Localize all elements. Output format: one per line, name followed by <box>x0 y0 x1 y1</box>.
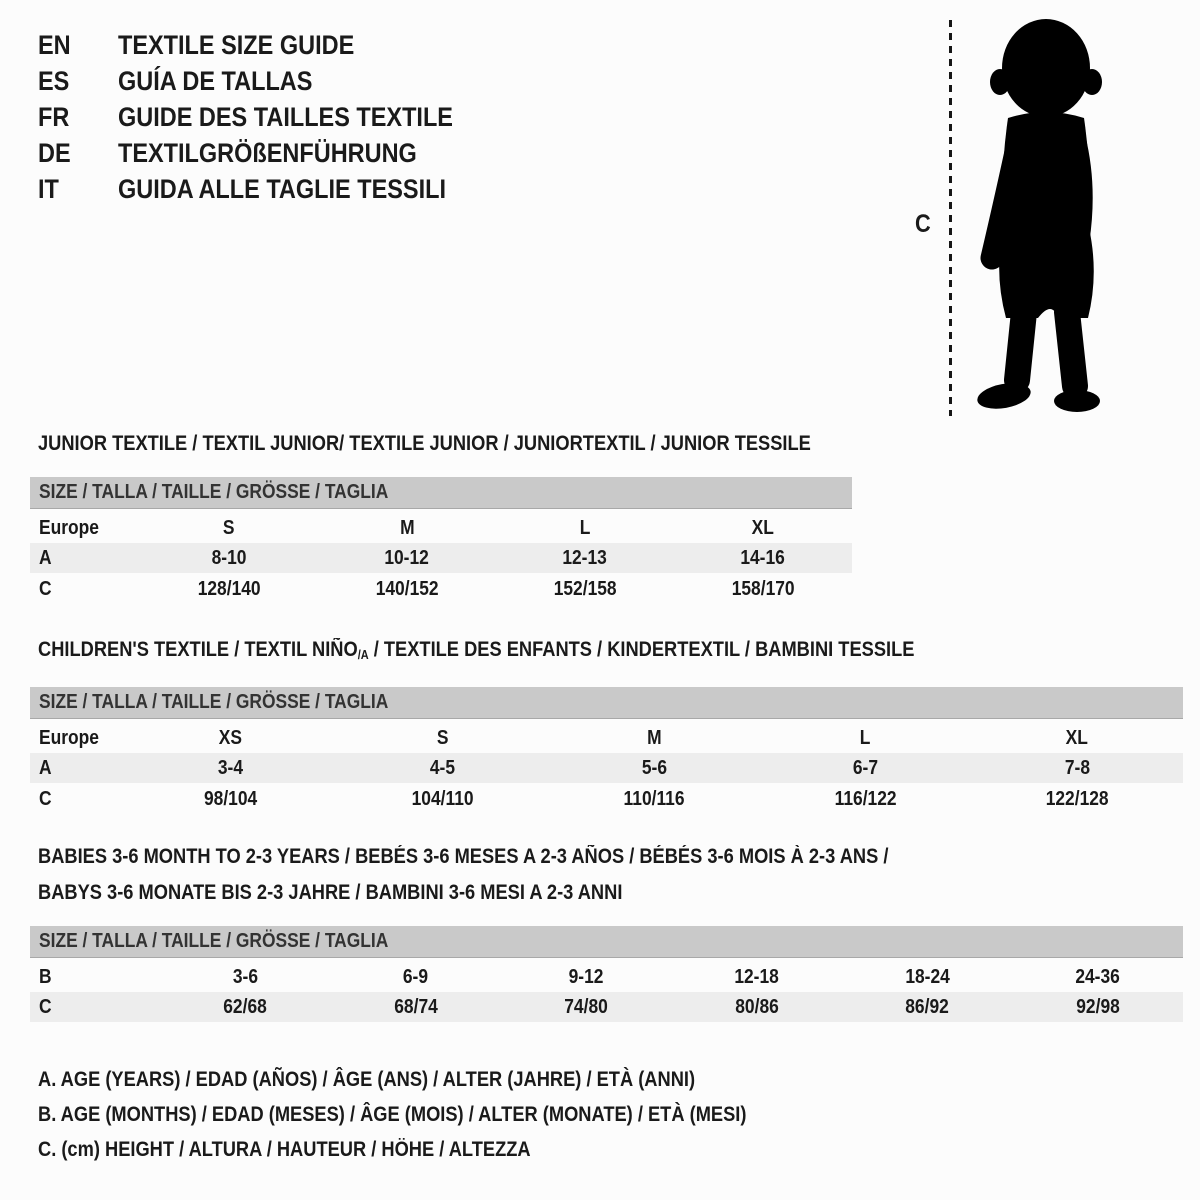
cell-text: 80/86 <box>734 995 779 1018</box>
legend-age-years-text: A. AGE (YEARS) / EDAD (AÑOS) / ÂGE (ANS) / ALTER (JAHRE) / ETÀ (ANNI) <box>38 1068 696 1091</box>
table-cell <box>842 996 1013 1019</box>
table-row-height-cm <box>30 573 852 605</box>
table-cell <box>125 727 337 750</box>
legend-age-years <box>38 1068 793 1092</box>
babies-table <box>30 926 1183 1022</box>
section-title-junior-text: JUNIOR TEXTILE / TEXTIL JUNIOR/ TEXTILE JUNIOR / JUNIORTEXTIL / JUNIOR TESSILE <box>38 432 811 455</box>
table-cell <box>337 727 549 750</box>
table-cell <box>760 727 972 750</box>
cell-text: 68/74 <box>393 995 438 1018</box>
cell-text: XL <box>751 516 775 539</box>
cell-text: 98/104 <box>204 787 258 810</box>
cell-text: 3-4 <box>218 756 244 779</box>
cell-text: 158/170 <box>731 577 795 600</box>
language-code-text: EN <box>38 29 71 60</box>
table-cell <box>318 517 496 540</box>
language-row-de <box>38 135 503 171</box>
cell-text: 18-24 <box>904 965 950 988</box>
table-row-height-cm <box>30 992 1183 1022</box>
row-label <box>30 996 160 1019</box>
table-cell <box>331 996 502 1019</box>
table-cell <box>337 757 549 780</box>
language-row-en <box>38 27 503 63</box>
language-code <box>38 138 118 169</box>
row-label-text: Europe <box>39 726 99 749</box>
row-label <box>30 578 140 601</box>
cell-text: 74/80 <box>564 995 609 1018</box>
cell-text: M <box>646 726 662 749</box>
table-cell <box>672 966 843 989</box>
size-bar-babies-text: SIZE / TALLA / TAILLE / GRÖSSE / TAGLIA <box>39 930 389 952</box>
cell-text: 14-16 <box>740 546 786 569</box>
language-row-it <box>38 171 503 207</box>
table-cell <box>318 547 496 570</box>
cell-text: L <box>860 726 871 749</box>
cell-text: 6-9 <box>403 965 429 988</box>
table-cell <box>672 996 843 1019</box>
table-row-height-cm <box>30 783 1183 815</box>
row-label-text: C <box>39 995 52 1018</box>
size-bar-junior <box>30 477 852 509</box>
language-row-fr <box>38 99 503 135</box>
legend-age-months <box>38 1103 852 1127</box>
size-bar-children <box>30 687 1183 719</box>
section-title-babies-line2 <box>38 881 710 905</box>
table-cell <box>160 996 331 1019</box>
language-title-list <box>38 27 503 207</box>
cell-text: 8-10 <box>211 546 247 569</box>
table-cell <box>674 578 852 601</box>
size-bar-children-text: SIZE / TALLA / TAILLE / GRÖSSE / TAGLIA <box>39 691 389 713</box>
language-code <box>38 174 118 205</box>
table-cell <box>548 757 760 780</box>
legend-height-cm <box>38 1138 604 1162</box>
table-cell <box>1013 966 1184 989</box>
language-code-text: ES <box>38 65 70 96</box>
measure-c-label-wrap <box>915 210 933 239</box>
cell-text: 24-36 <box>1075 965 1121 988</box>
table-cell <box>760 757 972 780</box>
row-label <box>30 788 125 811</box>
language-title-text: TEXTILGRÖßENFÜHRUNG <box>118 137 417 168</box>
cell-text: XL <box>1066 726 1089 749</box>
height-measure-figure <box>895 12 1155 422</box>
table-cell <box>674 517 852 540</box>
language-code <box>38 102 118 133</box>
table-cell <box>971 788 1183 811</box>
table-cell <box>548 788 760 811</box>
cell-text: 12-18 <box>734 965 780 988</box>
cell-text: 7-8 <box>1064 756 1090 779</box>
cell-text: 92/98 <box>1075 995 1120 1018</box>
language-title-text: GUIDE DES TAILLES TEXTILE <box>118 101 453 132</box>
row-label <box>30 547 140 570</box>
cell-text: 6-7 <box>853 756 879 779</box>
row-label-text: A <box>39 546 52 569</box>
table-cell <box>140 547 318 570</box>
language-title-text: GUÍA DE TALLAS <box>118 65 313 96</box>
cell-text: 62/68 <box>223 995 268 1018</box>
table-cell <box>331 966 502 989</box>
measure-c-label: C <box>915 210 931 238</box>
cell-text: 104/110 <box>411 787 474 810</box>
table-row-age-months <box>30 962 1183 992</box>
row-label-text: A <box>39 756 52 779</box>
height-dashed-line <box>949 20 952 416</box>
cell-text: 110/116 <box>623 787 685 810</box>
title-post: / TEXTILE DES ENFANTS / KINDERTEXTIL / BAMBINI TESSILE <box>368 638 915 661</box>
language-row-es <box>38 63 503 99</box>
table-cell <box>160 966 331 989</box>
table-cell <box>496 547 674 570</box>
row-label <box>30 757 125 780</box>
table-cell <box>501 966 672 989</box>
size-bar-babies <box>30 926 1183 958</box>
language-title <box>118 30 390 61</box>
language-code-text: FR <box>38 101 70 132</box>
table-cell <box>971 757 1183 780</box>
table-cell <box>125 788 337 811</box>
table-row-age-years <box>30 753 1183 783</box>
language-code-text: DE <box>38 137 71 168</box>
cell-text: XS <box>219 726 243 749</box>
table-cell <box>674 547 852 570</box>
cell-text: 86/92 <box>905 995 950 1018</box>
language-title-text: GUIDA ALLE TAGLIE TESSILI <box>118 173 446 204</box>
table-cell <box>337 788 549 811</box>
row-label-text: C <box>39 787 52 810</box>
table-cell <box>140 517 318 540</box>
table-cell <box>760 788 972 811</box>
cell-text: S <box>223 516 235 539</box>
section-title-junior <box>38 432 926 456</box>
cell-text: 5-6 <box>641 756 667 779</box>
cell-text: M <box>399 516 415 539</box>
title-sub: /A <box>357 647 369 662</box>
cell-text: L <box>579 516 591 539</box>
section-title-children-text <box>38 638 914 662</box>
table-cell <box>140 578 318 601</box>
cell-text: 152/158 <box>553 577 617 600</box>
table-cell <box>496 578 674 601</box>
table-cell <box>548 727 760 750</box>
table-cell <box>842 966 1013 989</box>
row-label-text: C <box>39 577 52 600</box>
section-title-babies-line1-text: BABIES 3-6 MONTH TO 2-3 YEARS / BEBÉS 3-6 MESES A 2-3 AÑOS / BÉBÉS 3-6 MOIS À 2-3 ANS / <box>38 845 889 868</box>
section-title-children <box>38 638 1045 662</box>
size-bar-junior-text: SIZE / TALLA / TAILLE / GRÖSSE / TAGLIA <box>39 481 389 503</box>
section-title-babies-line2-text: BABYS 3-6 MONATE BIS 2-3 JAHRE / BAMBINI 3-6 MESI A 2-3 ANNI <box>38 881 623 904</box>
legend-age-months-text: B. AGE (MONTHS) / EDAD (MESES) / ÂGE (MOIS) / ALTER (MONATE) / ETÀ (MESI) <box>38 1103 747 1126</box>
table-row-sizes <box>30 513 852 543</box>
children-table <box>30 687 1183 815</box>
row-label-text: B <box>39 965 52 988</box>
table-cell <box>971 727 1183 750</box>
row-label <box>30 517 140 540</box>
language-code <box>38 66 118 97</box>
junior-table <box>30 477 852 605</box>
section-title-babies-line1 <box>38 845 1016 869</box>
table-row-sizes <box>30 723 1183 753</box>
language-code-text: IT <box>38 173 59 204</box>
cell-text: 4-5 <box>429 756 455 779</box>
table-cell <box>501 996 672 1019</box>
language-title <box>118 66 342 97</box>
toddler-silhouette-icon <box>961 14 1135 416</box>
language-title <box>118 138 462 169</box>
language-title <box>118 174 495 205</box>
table-cell <box>496 517 674 540</box>
cell-text: 128/140 <box>197 577 261 600</box>
language-title-text: TEXTILE SIZE GUIDE <box>118 29 355 60</box>
cell-text: 116/122 <box>834 787 897 810</box>
table-cell <box>125 757 337 780</box>
table-cell <box>1013 996 1184 1019</box>
cell-text: 12-13 <box>562 546 608 569</box>
cell-text: 140/152 <box>375 577 439 600</box>
legend-height-cm-text: C. (cm) HEIGHT / ALTURA / HAUTEUR / HÖHE / ALTEZZA <box>38 1138 531 1161</box>
table-cell <box>318 578 496 601</box>
language-code <box>38 30 118 61</box>
cell-text: 9-12 <box>568 965 604 988</box>
row-label <box>30 727 125 750</box>
language-title <box>118 102 503 133</box>
cell-text: 10-12 <box>384 546 430 569</box>
table-row-age-years <box>30 543 852 573</box>
row-label <box>30 966 160 989</box>
cell-text: 122/128 <box>1045 787 1109 810</box>
cell-text: S <box>436 726 449 749</box>
title-pre: CHILDREN'S TEXTILE / TEXTIL NIÑO <box>38 638 358 661</box>
cell-text: 3-6 <box>232 965 258 988</box>
row-label-text: Europe <box>39 516 99 539</box>
